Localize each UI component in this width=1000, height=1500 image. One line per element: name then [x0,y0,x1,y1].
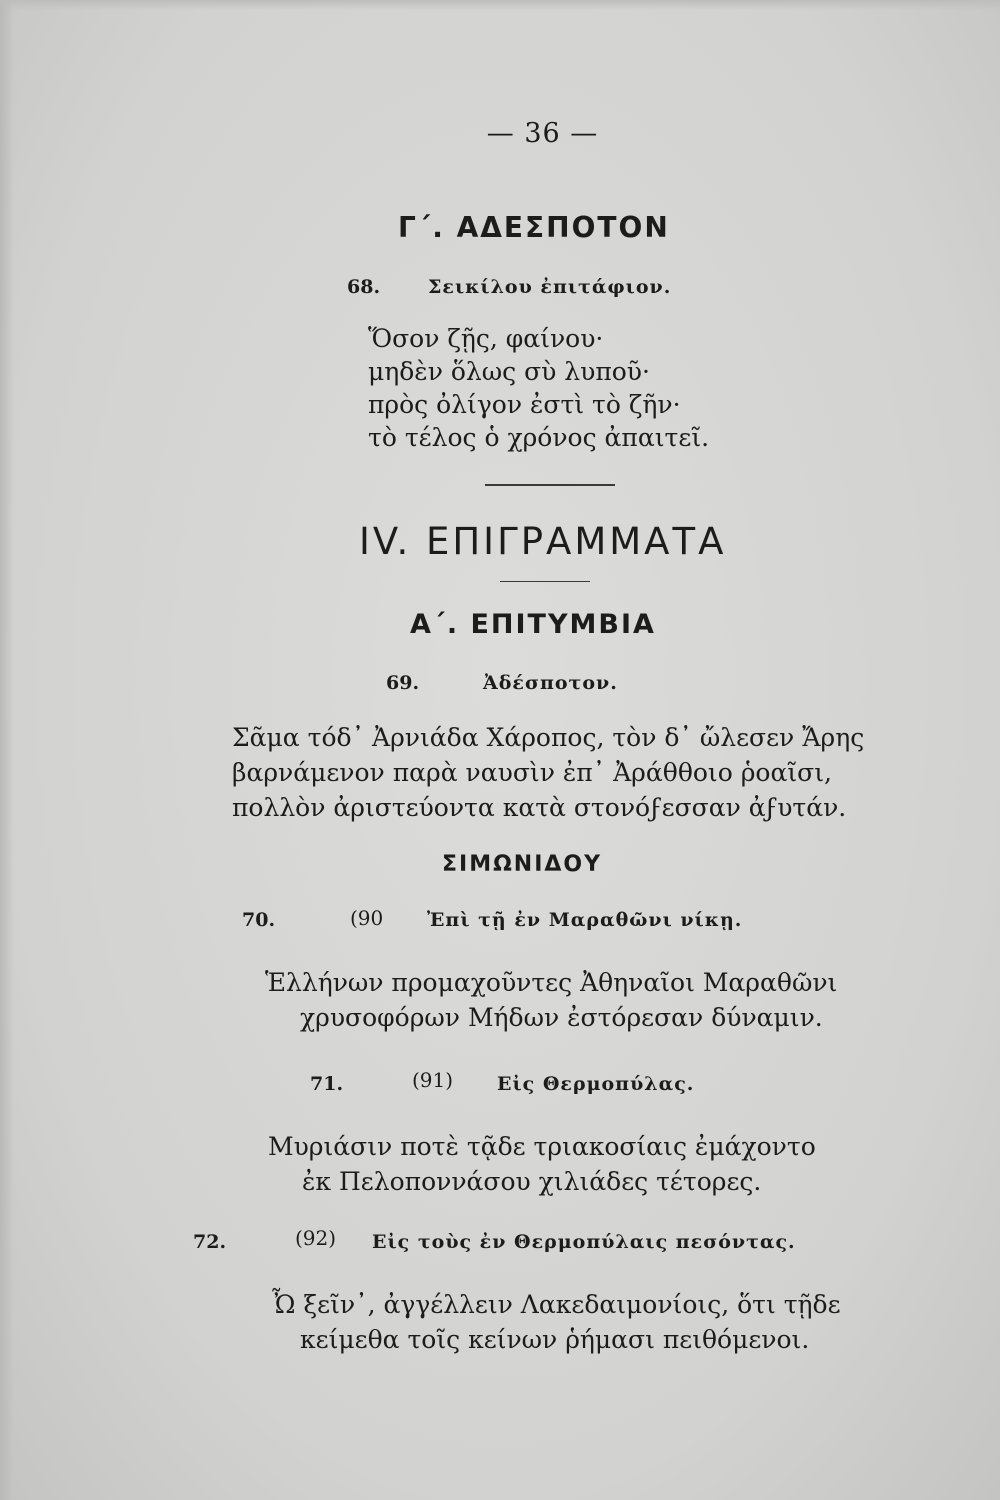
poem-69-title: Ἀδέσποτον. [483,672,618,694]
poem-72-ref: (92) [295,1226,337,1250]
poem-68-title: Σεικίλου ἐπιτάφιον. [428,276,672,298]
poem-70-ref: (90 [350,906,384,930]
poem-71-ref: (91) [412,1068,454,1092]
poem-70-number: 70. [242,909,276,931]
poem-70-line-2: χρυσοφόρων Μήδων ἐστόρεσαν δύναμιν. [300,1003,823,1032]
poem-71-title: Εἰς Θερμοπύλας. [497,1073,695,1095]
page-top-shadow [0,0,1000,10]
subheading-epitymbia: Α΄. ΕΠΙΤΥΜΒΙΑ [410,609,656,640]
divider-rule [485,484,615,486]
author-simonides: ΣΙΜΩΝΙΔΟΥ [442,852,603,877]
poem-72-title: Εἰς τοὺς ἐν Θερμοπύλαις πεσόντας. [372,1231,796,1253]
section-heading-adespoton: Γ΄. ΑΔΕΣΠΟΤΟΝ [398,211,670,244]
poem-68-line-2: μηδὲν ὅλως σὺ λυποῦ· [368,357,650,386]
poem-70-line-1: Ἑλλήνων προμαχοῦντες Ἀθηναῖοι Μαραθῶνι [265,968,838,997]
divider-rule-short [500,581,590,582]
page-edge-shadow [0,0,14,1500]
poem-68-line-3: πρὸς ὀλίγον ἐστὶ τὸ ζῆν· [368,390,681,419]
poem-71-line-2: ἐκ Πελοποννάσου χιλιάδες τέτορες. [302,1167,762,1196]
poem-70-title: Ἐπὶ τῇ ἐν Μαραθῶνι νίκῃ. [427,909,743,931]
poem-71-number: 71. [310,1073,344,1095]
poem-72-line-1: Ὦ ξεῖν᾽, ἀγγέλλειν Λακεδαιμονίοις, ὅτι τῇδε [272,1290,841,1319]
poem-68-line-4: τὸ τέλος ὁ χρόνος ἀπαιτεῖ. [368,423,710,452]
poem-69-number: 69. [386,672,420,694]
poem-72-number: 72. [193,1231,227,1253]
poem-68-line-1: Ὅσον ζῇς, φαίνου· [368,324,604,353]
poem-69-line-3: πολλὸν ἀριστεύοντα κατὰ στονόϝεσσαν ἀϝυτάν. [232,793,847,822]
poem-71-line-1: Μυριάσιν ποτὲ τᾷδε τριακοσίαις ἐμάχοντο [268,1132,816,1161]
section-heading-epigrammata: IV. ΕΠΙΓΡΑΜΜΑΤΑ [359,520,727,563]
poem-72-line-2: κείμεθα τοῖς κείνων ῥήμασι πειθόμενοι. [300,1325,810,1354]
poem-69-line-1: Σᾶμα τόδ᾽ Ἀρνιάδα Χάροπος, τὸν δ᾽ ὤλεσεν Ἄρης [232,723,865,752]
page-number: — 36 — [486,118,599,149]
poem-68-number: 68. [347,276,381,298]
poem-69-line-2: βαρνάμενον παρὰ ναυσὶν ἐπ᾽ Ἀράθθοιο ῥοαῖσι, [232,758,832,787]
